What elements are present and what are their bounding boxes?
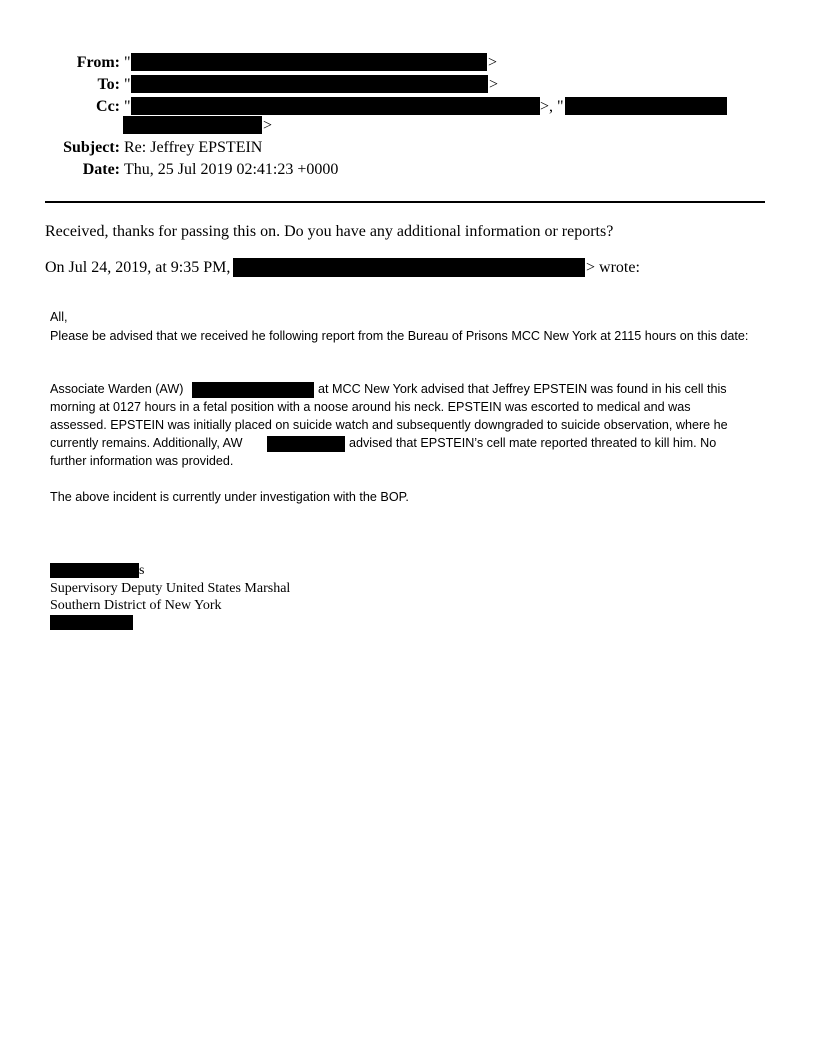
redaction-signature-contact — [50, 615, 133, 630]
signature-title: Supervisory Deputy United States Marshal — [50, 581, 291, 596]
cc-gt: > — [263, 117, 273, 134]
redaction-aw-name — [192, 382, 314, 398]
para2-start: Associate Warden (AW) — [50, 382, 184, 396]
para2-line1-end: at MCC New York advised that Jeffrey EPSTEIN was found in his cell this — [318, 382, 727, 396]
greeting: All, — [50, 310, 68, 324]
reply-text: Received, thanks for passing this on. Do you have any additional information or reports? — [45, 223, 614, 240]
redaction-quote-sender — [233, 258, 585, 277]
para2-line2: morning at 0127 hours in a fetal position with a noose around his neck. EPSTEIN was escorted to medical and was — [50, 400, 691, 414]
redaction-from — [131, 53, 487, 71]
to-label: To: — [97, 76, 120, 93]
cc-separator: >, " — [540, 98, 564, 115]
from-label: From: — [76, 54, 120, 71]
redaction-aw-name-2 — [267, 436, 345, 452]
paragraph-report: Please be advised that we received he following report from the Bureau of Prisons MCC New York at 2115 hours on this date: — [50, 329, 749, 343]
para2-line4-end: advised that EPSTEIN’s cell mate reported threated to kill him. No — [349, 436, 717, 450]
paragraph-investigation: The above incident is currently under investigation with the BOP. — [50, 490, 409, 504]
quote-intro-prefix: On Jul 24, 2019, at 9:35 PM, — [45, 259, 231, 276]
quote-intro-suffix: > wrote: — [586, 259, 640, 276]
para2-line3: assessed. EPSTEIN was initially placed on suicide watch and subsequently downgraded to suicide observation, where he — [50, 418, 728, 432]
from-gt: > — [488, 54, 498, 71]
redaction-to — [131, 75, 488, 93]
redaction-cc-1 — [131, 97, 540, 115]
redaction-cc-3 — [123, 116, 262, 134]
date-value: Thu, 25 Jul 2019 02:41:23 +0000 — [124, 161, 339, 178]
from-quote: " — [124, 54, 131, 71]
cc-label: Cc: — [96, 98, 120, 115]
to-quote: " — [124, 76, 131, 93]
para2-line4-start: currently remains. Additionally, AW — [50, 436, 243, 450]
cc-quote: " — [124, 98, 131, 115]
header-divider — [45, 201, 765, 203]
subject-label: Subject: — [63, 139, 120, 156]
redaction-cc-2 — [565, 97, 727, 115]
signature-district: Southern District of New York — [50, 598, 222, 613]
redaction-signature-name — [50, 563, 139, 578]
signature-name-suffix: s — [139, 563, 145, 578]
subject-value: Re: Jeffrey EPSTEIN — [124, 139, 263, 156]
para2-line5: further information was provided. — [50, 454, 234, 468]
to-gt: > — [489, 76, 499, 93]
date-label: Date: — [82, 161, 120, 178]
